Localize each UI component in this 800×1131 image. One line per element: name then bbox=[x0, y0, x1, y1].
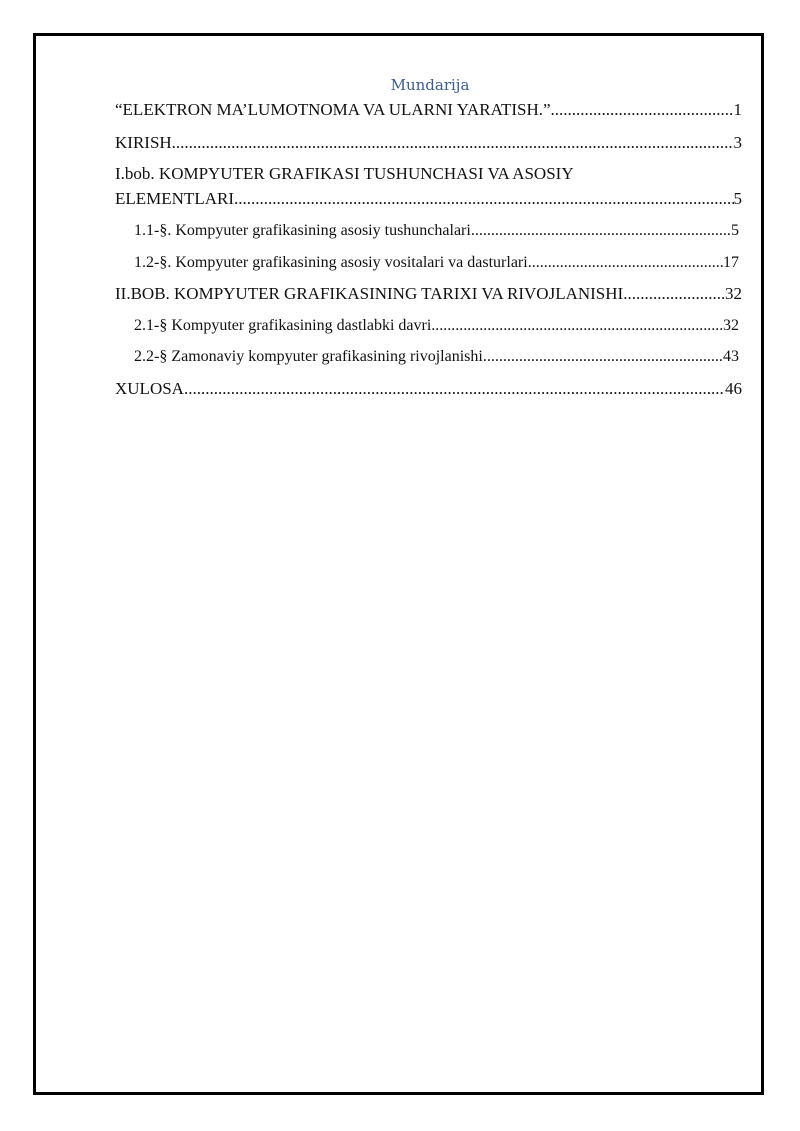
toc-title: Mundarija bbox=[390, 76, 470, 94]
toc-entry-page: 43 bbox=[723, 348, 739, 365]
toc-entry-label: 1.2-§. Kompyuter grafikasining asosiy vositalari va dasturlari bbox=[134, 254, 528, 271]
toc-entry-page: 32 bbox=[725, 284, 742, 303]
toc-entry-label-line2: ELEMENTLARI bbox=[115, 189, 234, 208]
toc-entry-chapter-1[interactable] bbox=[115, 161, 742, 211]
toc-entry-section-2-2[interactable] bbox=[134, 346, 739, 368]
toc-leader-dots bbox=[528, 252, 723, 274]
toc-entry-label-line1: I.bob. KOMPYUTER GRAFIKASI TUSHUNCHASI VA ASOSIY bbox=[115, 164, 574, 183]
toc-leader-dots bbox=[623, 283, 725, 305]
toc-entry-line2 bbox=[115, 186, 742, 211]
toc-entry-label: KIRISH bbox=[115, 133, 172, 152]
toc-entry-label: II.BOB. KOMPYUTER GRAFIKASINING TARIXI VA RIVOJLANISHI bbox=[115, 284, 624, 303]
toc-entry-page: 5 bbox=[731, 222, 739, 239]
toc-leader-dots bbox=[483, 346, 723, 368]
toc-leader-dots bbox=[431, 315, 723, 337]
toc-entry-page: 46 bbox=[725, 379, 742, 398]
toc-entry-page: 3 bbox=[733, 133, 742, 152]
toc-entry-label: 2.1-§ Kompyuter grafikasining dastlabki davri bbox=[134, 317, 432, 334]
toc-leader-dots bbox=[471, 220, 731, 242]
toc-leader-dots bbox=[551, 99, 734, 121]
toc-entry-chapter-2[interactable] bbox=[115, 283, 742, 305]
toc-entry-section-2-1[interactable] bbox=[134, 315, 739, 337]
toc-leader-dots bbox=[172, 132, 734, 154]
toc-entry-xulosa[interactable] bbox=[115, 378, 742, 400]
toc-entry-page: 17 bbox=[723, 254, 739, 271]
toc-entry-section-1-2[interactable] bbox=[134, 252, 739, 274]
toc-entry-label: XULOSA bbox=[115, 379, 184, 398]
toc-leader-dots bbox=[184, 378, 725, 400]
toc-entry-section-1-1[interactable] bbox=[134, 220, 739, 242]
toc-entry-page: 5 bbox=[733, 189, 742, 208]
toc-entry-label: 2.2-§ Zamonaviy kompyuter grafikasining rivojlanishi bbox=[134, 348, 483, 365]
toc-entry-kirish[interactable] bbox=[115, 132, 742, 154]
toc-entry-page: 1 bbox=[733, 100, 742, 119]
toc-entry-label: 1.1-§. Kompyuter grafikasining asosiy tushunchalari bbox=[134, 222, 471, 239]
toc-entry-title[interactable] bbox=[115, 99, 742, 121]
toc-entry-label: “ELEKTRON MA’LUMOTNOMA VA ULARNI YARATISH.” bbox=[115, 100, 551, 119]
toc-entry-page: 32 bbox=[723, 317, 739, 334]
toc-leader-dots bbox=[234, 186, 734, 211]
